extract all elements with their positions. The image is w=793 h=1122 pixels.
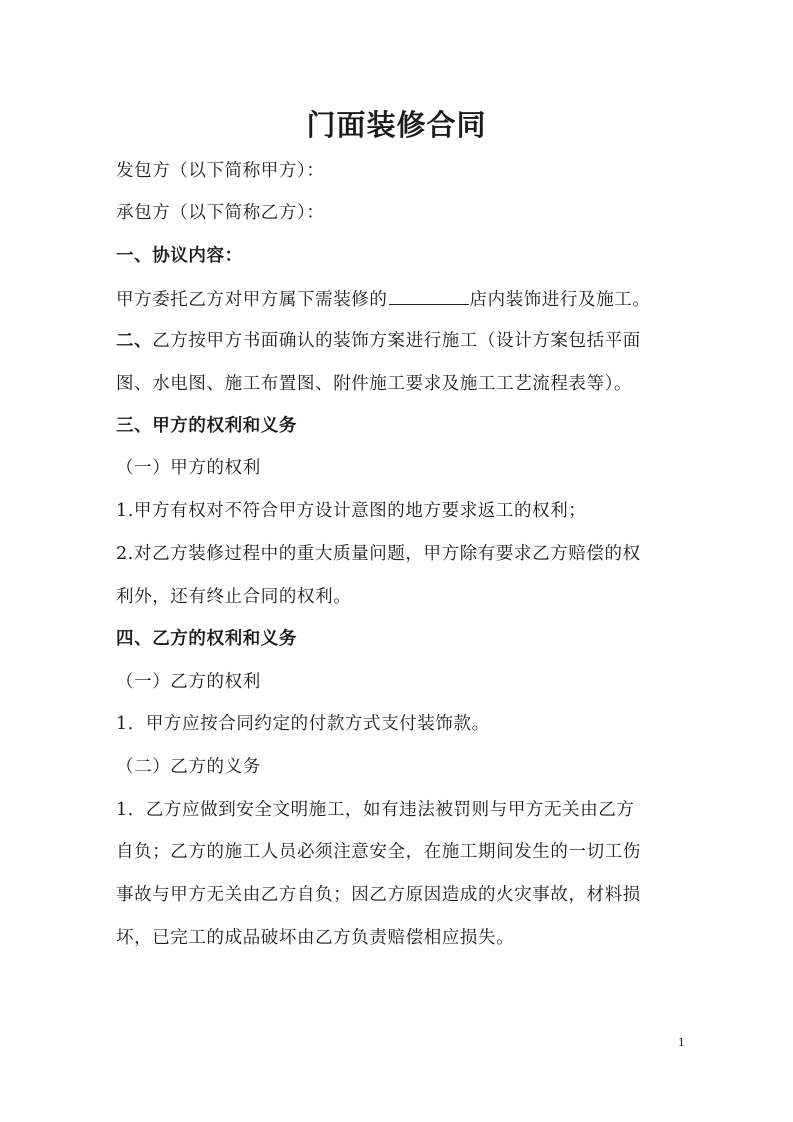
subsection-a-rights: （一）甲方的权利: [116, 458, 261, 478]
agreement-text-end: 店内装饰进行及施工。: [469, 290, 651, 310]
page-number: 1: [678, 1034, 685, 1049]
party-a-line: 发包方（以下简称甲方）：: [116, 161, 325, 181]
section-heading-4: 四、乙方的权利和义务: [116, 629, 297, 649]
subsection-b-duties: （二）乙方的义务: [116, 757, 261, 777]
agreement-content-line: [116, 286, 696, 312]
section-2-line-1: [116, 329, 696, 353]
subsection-b-rights: （一）乙方的权利: [116, 672, 261, 692]
clause-b-duties-line-1: 1．乙方应做到安全文明施工，如有违法被罚则与甲方无关由乙方: [116, 800, 635, 820]
store-name-blank: [389, 286, 469, 305]
section-2-line-2: 图、水电图、施工布置图、附件施工要求及施工工艺流程表等）。: [116, 374, 633, 394]
party-b-line: 承包方（以下简称乙方）：: [116, 203, 325, 223]
section-heading-1: 一、协议内容：: [116, 246, 243, 266]
section-2-number: 二、: [116, 331, 153, 351]
clause-b-duties-line-3: 事故与甲方无关由乙方自负；因乙方原因造成的火灾事故，材料损: [116, 885, 641, 905]
clause-b-rights-1: 1．甲方应按合同约定的付款方式支付装饰款。: [116, 714, 490, 734]
section-2-text-1: 乙方按甲方书面确认的装饰方案进行施工（设计方案包括平面: [152, 331, 641, 351]
section-heading-3: 三、甲方的权利和义务: [116, 416, 297, 436]
clause-a-2-line-2: 利外，还有终止合同的权利。: [116, 587, 352, 607]
clause-a-1: 1.甲方有权对不符合甲方设计意图的地方要求返工的权利；: [116, 501, 587, 521]
document-title: 门面装修合同: [306, 108, 487, 142]
clause-b-duties-line-4: 坏，已完工的成品破坏由乙方负责赔偿相应损失。: [116, 928, 515, 948]
clause-a-2-line-1: 2.对乙方装修过程中的重大质量问题，甲方除有要求乙方赔偿的权: [116, 544, 641, 564]
clause-b-duties-line-2: 自负；乙方的施工人员必须注意安全，在施工期间发生的一切工伤: [116, 842, 641, 862]
agreement-text-start: 甲方委托乙方对甲方属下需装修的: [116, 290, 388, 310]
